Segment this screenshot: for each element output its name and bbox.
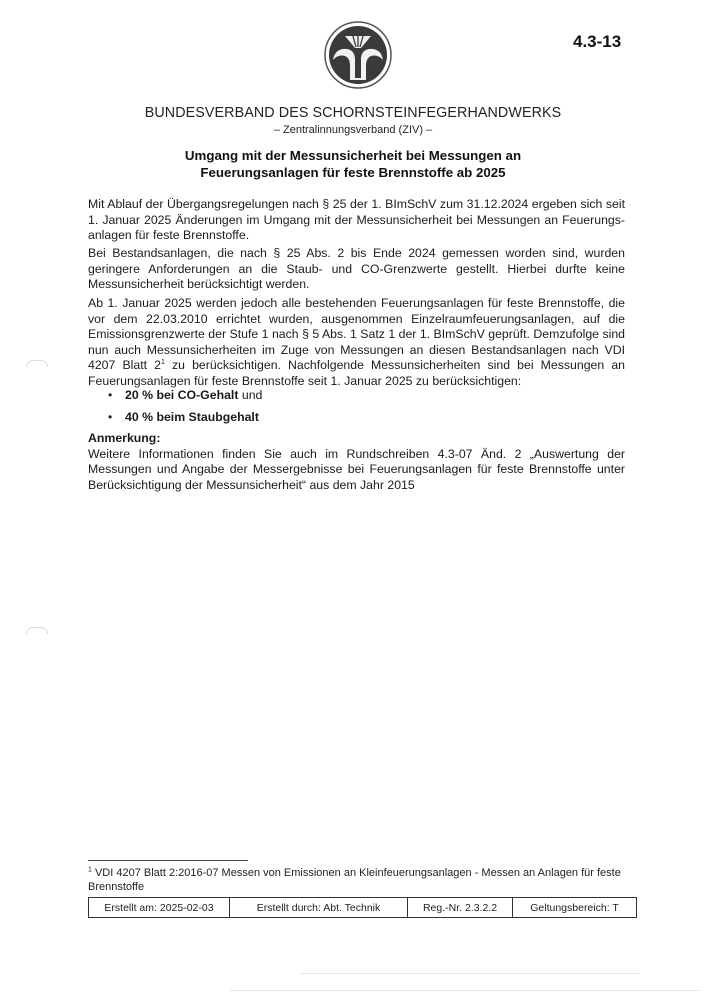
footnote-divider [88,860,248,861]
paragraph-3 [88,296,625,390]
organization-name: BUNDESVERBAND DES SCHORNSTEINFEGERHANDWERKS [144,105,562,121]
paragraph-2-text: Bei Bestandsanlagen, die nach § 25 Abs. 2 bis Ende 2024 gemessen worden sind, wurden geringere Anforderungen an die Staub- und CO-Grenzwerte gestellt. Hierbei durfte keine Messunsicherheit berücksichtigt werden. [88,246,625,292]
footnote [88,866,625,894]
list-item-bold: 40 % beim Staubgehalt [125,410,259,424]
bullet-icon: • [108,410,113,424]
footnote-reference[interactable]: 1 [161,359,165,367]
paragraph-3-part-1: Ab 1. Januar 2025 werden jedoch alle bestehenden Feuerungsanlagen für feste Brennstoffe, die vor dem 22.03.2010 errichtet wurden, ausgenommen Einzelraumfeuerungsanlagen, auf die Emissionsgrenzwerte der Stufe 1 nach § 5 Abs. 1 Satz 1 der 1. BImSchV geprüft. Demzufolge sind nun auch Messunsicherheiten im Zuge von Messungen an diesen Bestandsanlagen nach VDI 4207 Blatt 2 [88,296,625,373]
footer-created-by: Erstellt durch: Abt. Technik [230,898,408,917]
paragraph-1-text: Mit Ablauf der Übergangsregelungen nach § 25 der 1. BImSchV zum 31.12.2024 ergeben sich seit 1. Januar 2025 Änderungen im Umgang mit der Messunsicherheit bei Messungen an Feuerungs-anlagen für feste Brennstoffe. [88,197,625,243]
title-line-2: Feuerungsanlagen für feste Brennstoffe ab 2025 [200,165,506,180]
title-line-1: Umgang mit der Messunsicherheit bei Messungen an [184,148,522,163]
scan-artifact-line [230,990,700,991]
footer-scope: Geltungsbereich: T [530,901,619,914]
footer-created-on: Erstellt am: 2025-02-03 [89,898,230,917]
note-heading: Anmerkung: [88,431,161,445]
paragraph-3-text [88,296,625,390]
list-item-bold: 20 % bei CO-Gehalt [125,388,239,402]
scan-punch-mark [26,360,48,367]
association-logo [323,20,393,90]
footnote-text: VDI 4207 Blatt 2:2016-07 Messen von Emissionen an Kleinfeuerungsanlagen - Messen an Anlagen für feste Brennstoffe [88,867,621,893]
paragraph-3-part-2: zu berücksichtigen. Nachfolgende Messunsicherheiten sind bei Messungen an Feuerungsanlagen für feste Brennstoffe seit 1. Januar 2025 zu berücksichtigen: [88,358,625,388]
list-item-rest: und [238,388,263,402]
footer-table [88,897,637,918]
note-text: Weitere Informationen finden Sie auch im Rundschreiben 4.3-07 Änd. 2 „Auswertung der Messungen und Angabe der Messergebnisse bei Feuerungsanlagen für feste Brennstoffe unter Berücksichtigung der Messunsicherheit“ aus dem Jahr 2015 [88,446,625,492]
document-number: 4.3-13 [573,32,622,51]
paragraph-1 [88,197,625,244]
paragraph-2 [88,246,625,293]
document-title [0,147,706,181]
scan-punch-mark [26,627,48,634]
bullet-icon: • [108,388,113,402]
scan-artifact-line [300,973,640,974]
sub-organization: – Zentralinnungsverband (ZIV) – [273,124,433,136]
note-section [88,431,625,493]
footnote-number: 1 [88,866,92,874]
footer-reg-no: Reg.-Nr. 2.3.2.2 [408,898,513,917]
